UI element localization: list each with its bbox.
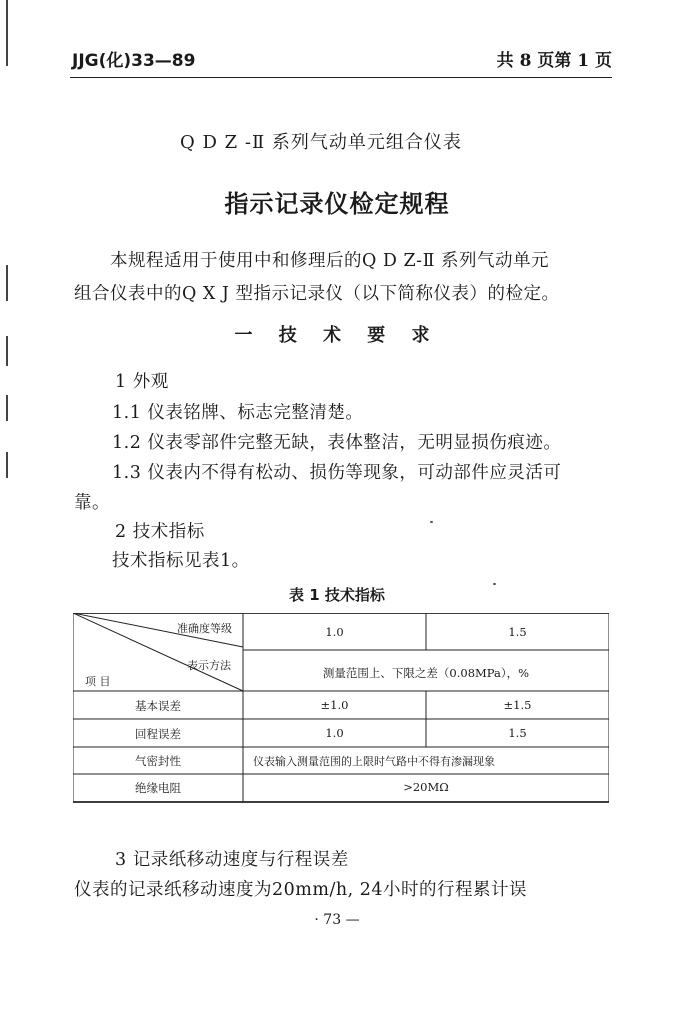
item-2-text: 技术指标见表1。 xyxy=(112,551,250,571)
corner-header-accuracy: 准确度等级 xyxy=(177,622,232,635)
standard-code: JJG(化)33—89 xyxy=(72,51,196,71)
item-3: 3 记录纸移动速度与行程误差 xyxy=(115,850,349,870)
item-1-2: 1.2 仪表零部件完整无缺，表体整洁，无明显损伤痕迹。 xyxy=(112,433,562,453)
basic-error-1-5: ±1.5 xyxy=(503,698,532,712)
intro-line-1: 本规程适用于使用中和修理后的Q D Z-Ⅱ 系列气动单元 xyxy=(110,251,550,271)
item-2: 2 技术指标 xyxy=(115,522,205,542)
item-1-1: 1.1 仪表铭牌、标志完整清楚。 xyxy=(112,403,364,423)
class-1-0: 1.0 xyxy=(325,625,344,639)
section-heading: 一 技 术 要 求 xyxy=(234,325,440,346)
binding-mark xyxy=(6,265,8,301)
scan-speck xyxy=(430,521,433,523)
row-label-basic-error: 基本误差 xyxy=(135,699,181,713)
item-1-3-line-2: 靠。 xyxy=(74,493,110,513)
spec-table xyxy=(73,613,609,803)
binding-mark xyxy=(6,452,8,478)
document-subtitle: Q D Z -Ⅱ 系列气动单元组合仪表 xyxy=(180,132,462,153)
class-1-5: 1.5 xyxy=(508,625,527,639)
row-label-airtight: 气密封性 xyxy=(135,754,181,768)
table-caption: 表 1 技术指标 xyxy=(289,586,385,604)
method-value: 测量范围上、下限之差（0.08MPa），% xyxy=(322,666,530,680)
insulation-value: >20MΩ xyxy=(403,780,449,794)
header-rule xyxy=(70,77,612,78)
corner-header-item: 项 目 xyxy=(85,675,111,688)
item-3-text: 仪表的记录纸移动速度为20mm/h, 24小时的行程累计误 xyxy=(74,880,528,900)
intro-line-2: 组合仪表中的Q X J 型指示记录仪（以下简称仪表）的检定。 xyxy=(74,284,560,304)
basic-error-1-0: ±1.0 xyxy=(320,698,349,712)
item-1: 1 外观 xyxy=(115,372,169,392)
hysteresis-1-5: 1.5 xyxy=(508,726,527,740)
row-label-insulation: 绝缘电阻 xyxy=(135,781,181,795)
document-title: 指示记录仪检定规程 xyxy=(224,190,450,218)
item-1-3-line-1: 1.3 仪表内不得有松动、损伤等现象，可动部件应灵活可 xyxy=(112,463,562,483)
page-count: 共 8 页第 1 页 xyxy=(496,51,612,71)
binding-mark xyxy=(6,0,8,66)
airtight-value: 仪表输入测量范围的上限时气路中不得有渗漏现象 xyxy=(253,755,495,768)
corner-header-method: 表示方法 xyxy=(187,659,231,672)
binding-mark xyxy=(6,395,8,421)
row-label-hysteresis: 回程误差 xyxy=(135,727,181,741)
hysteresis-1-0: 1.0 xyxy=(325,726,344,740)
page-number: · 73 — xyxy=(314,912,360,928)
